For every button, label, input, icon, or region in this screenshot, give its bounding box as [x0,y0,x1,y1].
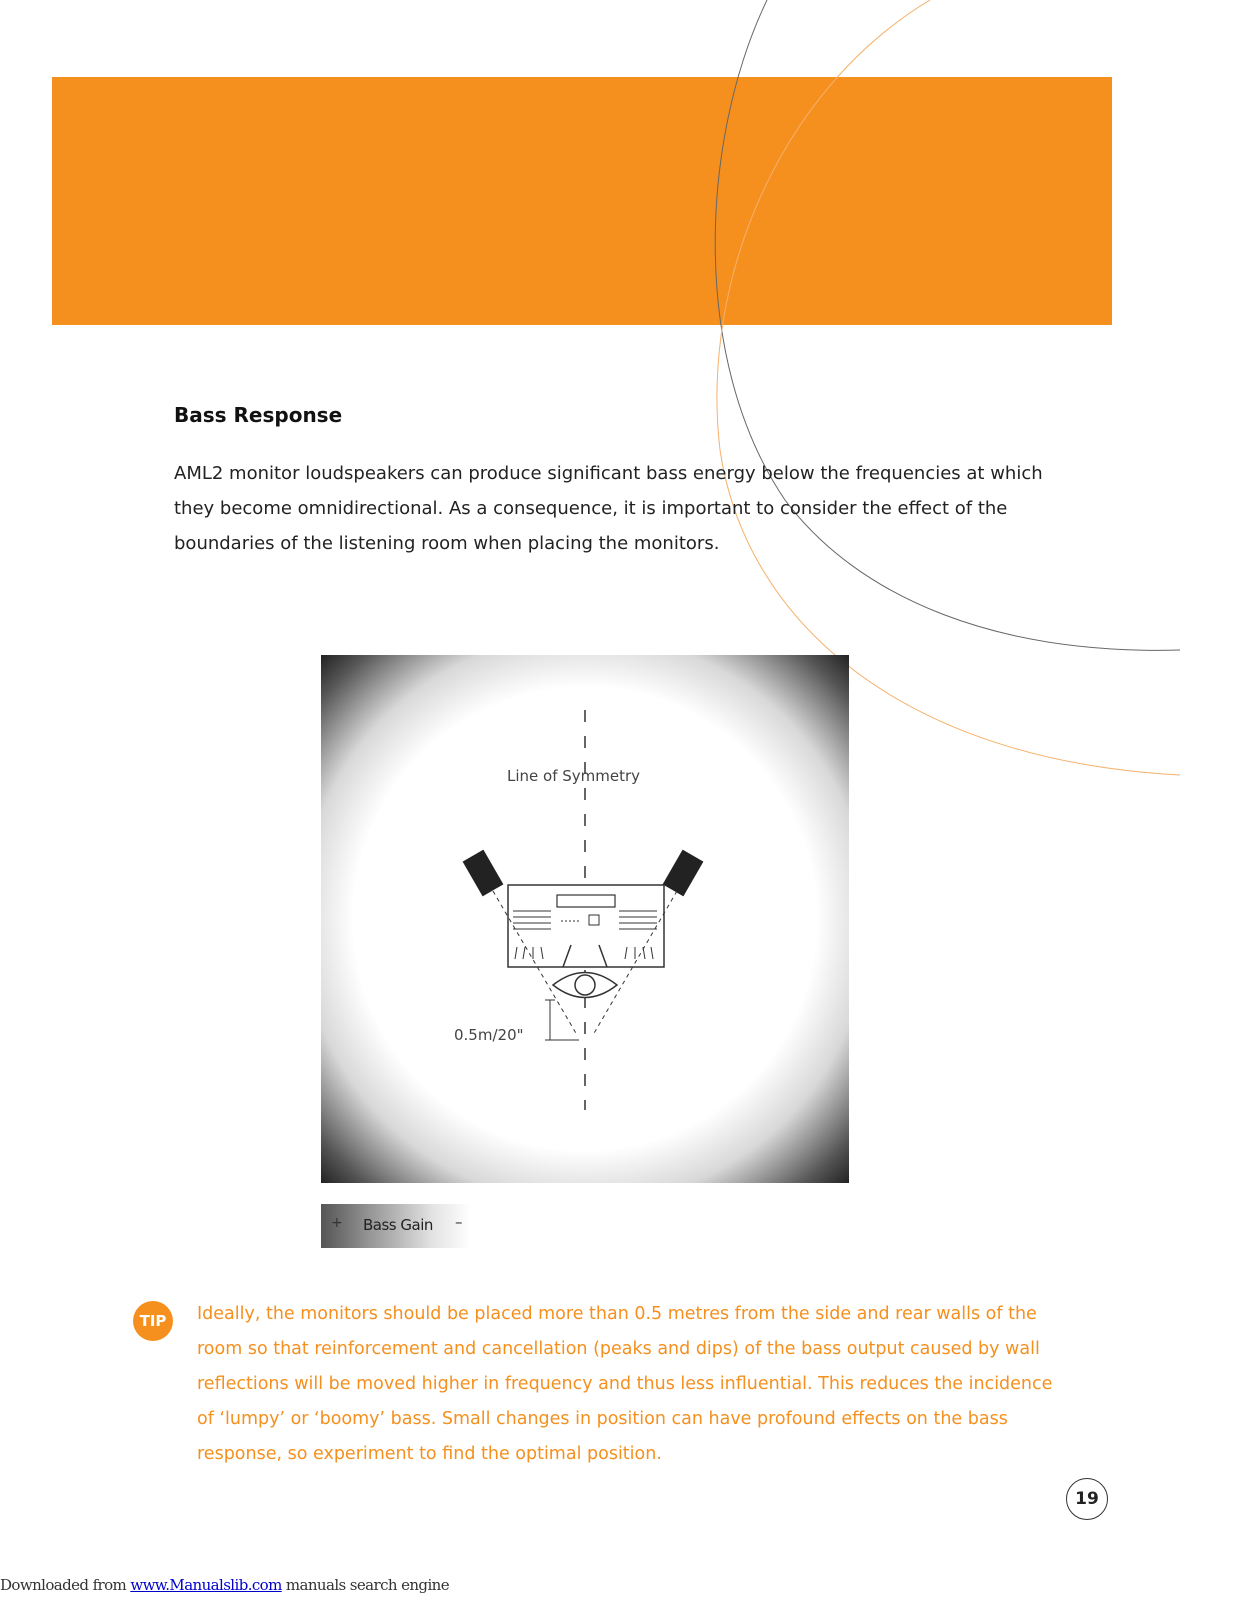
footer-suffix: manuals search engine [281,1576,449,1594]
footer-prefix: Downloaded from [0,1576,131,1594]
room-diagram [321,655,849,1183]
bass-gain-scale [321,1204,471,1248]
intro-paragraph: AML2 monitor loudspeakers can produce significant bass energy below the frequencies at which they become omnidirectional. As a consequence, it is important to consider the effect of the boundaries of the listening room when placing the monitors. [174,463,1043,554]
symmetry-label: Line of Symmetry [507,767,641,785]
bass-gain-minus: – [455,1213,463,1231]
tip-badge: TIP [133,1301,173,1341]
tip-text: Ideally, the monitors should be placed more than 0.5 metres from the side and rear walls of the room so that reinforcement and cancellation (peaks and dips) of the bass output caused by wall reflections will be moved higher in frequency and thus less influential. This reduces the incidence of ‘lumpy’ or ‘boomy’ bass. Small changes in position can have profound effects on the bass response, so experiment to find the optimal position. [197,1304,1053,1464]
left-speaker [463,850,504,897]
header-banner [52,77,1112,325]
right-speaker [663,850,704,897]
footer [0,1576,449,1594]
diagram-drawing [321,655,849,1183]
placement-diagram [285,650,880,1260]
distance-label: 0.5m/20" [454,1026,524,1044]
bass-gain-plus: + [331,1215,343,1231]
page-number: 19 [1066,1478,1108,1520]
bass-gain-label: Bass Gain [363,1216,433,1234]
section-heading: Bass Response [174,403,343,427]
console-desk [508,885,664,967]
footer-link[interactable]: www.Manualslib.com [130,1576,282,1594]
